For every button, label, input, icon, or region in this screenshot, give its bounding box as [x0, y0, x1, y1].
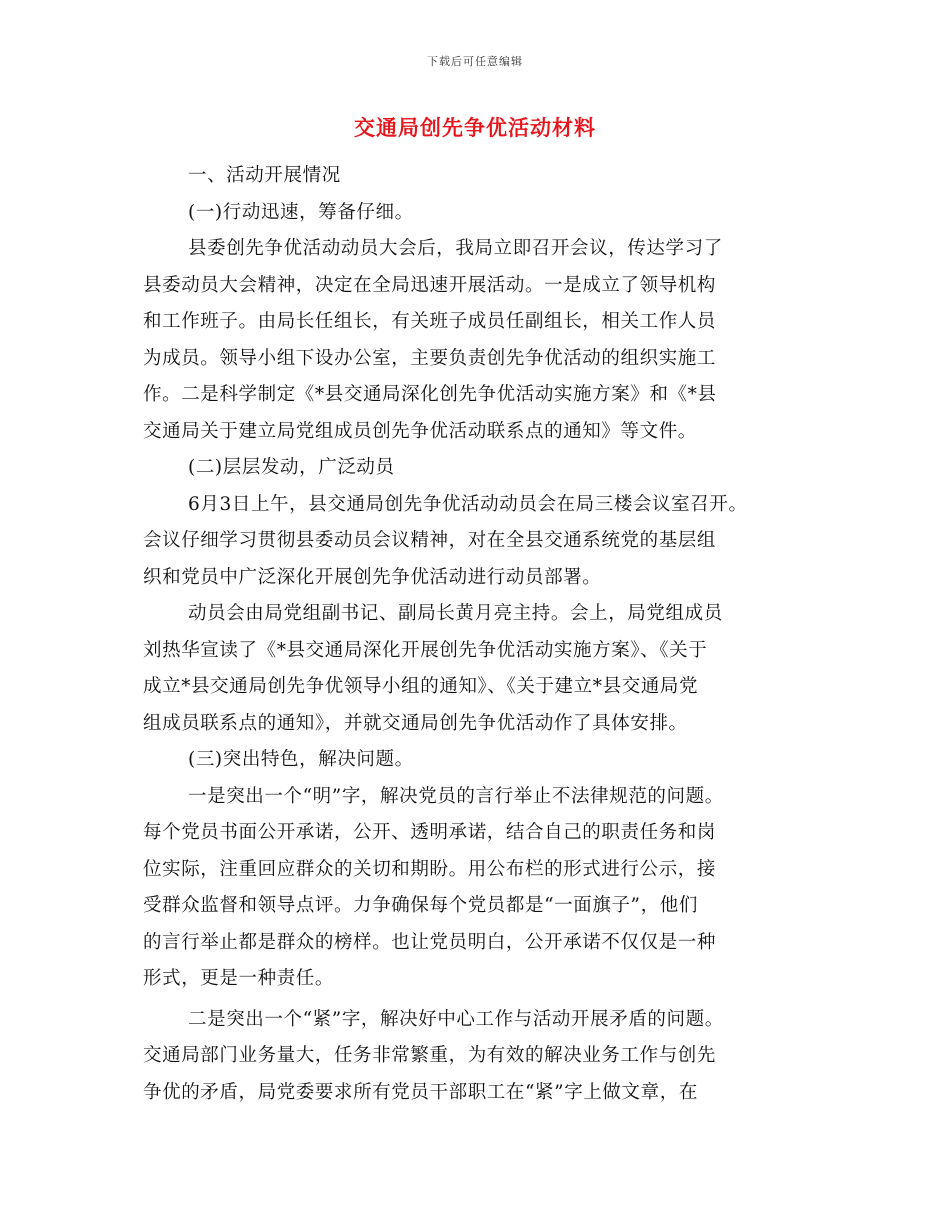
section-heading: 一、活动开展情况 — [188, 165, 341, 186]
paragraph-line: 的言行举止都是群众的榜样。也让党员明白，公开承诺不仅仅是一种 — [143, 931, 717, 953]
paragraph-line: 动员会由局党组副书记、副局长黄月亮主持。会上，局党组成员 — [188, 603, 723, 624]
paragraph-line: 一是突出一个“明”字，解决党员的言行举止不法律规范的问题。 — [188, 785, 724, 807]
paragraph-line: 刘热华宣读了《*县交通局深化开展创先争优活动实施方案》、《关于 — [143, 639, 708, 661]
paragraph-line: 6月3日上午，县交通局创先争优活动动员会在局三楼会议室召开。 — [188, 493, 748, 515]
paragraph-line: 形式，更是一种责任。 — [143, 968, 335, 989]
subsection-heading: (二)层层发动，广泛动员 — [188, 457, 395, 478]
paragraph-line: 作。二是科学制定《*县交通局深化创先争优活动实施方案》和《*县 — [143, 384, 717, 405]
paragraph-line: 县委动员大会精神，决定在全局迅速开展活动。一是成立了领导机构 — [143, 274, 717, 296]
document-body — [143, 158, 833, 1111]
paragraph-line: 二是突出一个“紧”字，解决好中心工作与活动开展矛盾的问题。 — [188, 1008, 724, 1030]
subsection-heading: (三)突出特色，解决问题。 — [188, 749, 414, 770]
paragraph-line: 受群众监督和领导点评。力争确保每个党员都是“一面旗子”，他们 — [143, 895, 698, 916]
paragraph-line: 成立*县交通局创先争优领导小组的通知》、《关于建立*县交通局党 — [143, 676, 699, 697]
paragraph-line: 每个党员书面公开承诺，公开、透明承诺，结合自己的职责任务和岗 — [143, 822, 717, 843]
paragraph-line: 和工作班子。由局长任组长，有关班子成员任副组长，相关工作人员 — [143, 311, 717, 332]
paragraph-line: 为成员。领导小组下设办公室，主要负责创先争优活动的组织实施工 — [143, 347, 717, 369]
document-title: 交通局创先争优活动材料 — [354, 115, 596, 140]
paragraph-line: 位实际，注重回应群众的关切和期盼。用公布栏的形式进行公示，接 — [143, 858, 717, 880]
paragraph-line: 组成员联系点的通知》，并就交通局创先争优活动作了具体安排。 — [143, 712, 688, 734]
page-header-note: 下载后可任意编辑 — [427, 55, 523, 68]
paragraph-line: 交通局部门业务量大，任务非常繁重，为有效的解决业务工作与创先 — [143, 1045, 717, 1066]
paragraph-line: 争优的矛盾，局党委要求所有党员干部职工在“紧”字上做文章，在 — [143, 1081, 698, 1103]
paragraph-line: 织和党员中广泛深化开展创先争优活动进行动员部署。 — [143, 566, 602, 588]
paragraph-line: 县委创先争优活动动员大会后，我局立即召开会议，传达学习了 — [188, 238, 723, 259]
subsection-heading: (一)行动迅速，筹备仔细。 — [188, 201, 414, 223]
paragraph-line: 会议仔细学习贯彻县委动员会议精神，对在全县交通系统党的基层组 — [143, 530, 717, 551]
paragraph-line: 交通局关于建立局党组成员创先争优活动联系点的通知》等文件。 — [143, 420, 697, 442]
